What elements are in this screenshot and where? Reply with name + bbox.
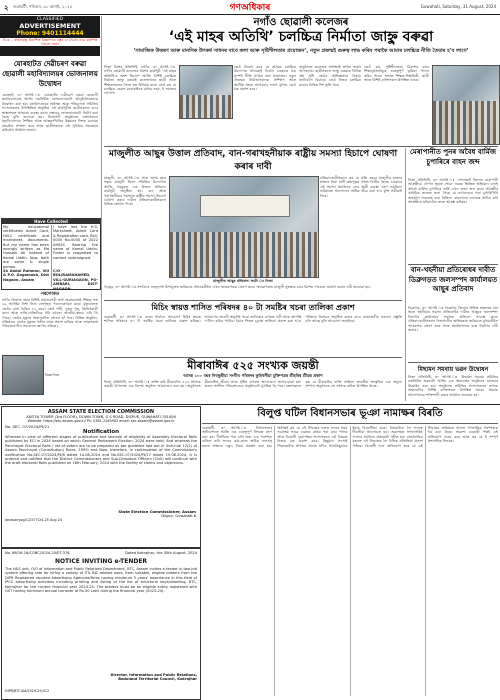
small-right-body: নিজা প্ৰতিনিধি, ৩০ আগষ্ট ঃ মিছামন সমবায় সমিতিৰ নৱনিৰ্মিত ভৱনটো আজি এক অনাড়ম্বৰ অনুষ্ঠানৰ মাজেৰে উদ্বোধন কৰা হয়। অনুষ্ঠানত সমিতিৰ সদস্যসকলৰ লগতে অঞ্চলটোৰ বিশিষ্ট ব্যক্তিসকল উপস্থিত থাকে। সমবায় আন্দোলনক শক্তিশালী কৰাৰ আহ্বান জনোৱা হয়।	[408, 375, 498, 397]
right-story1-rule	[408, 264, 498, 265]
election-address: ADITYA TOWER (3rd FLOOR), DOWN TOWN, G.S ROAD, DISPUR, GUWAHATI-781006	[26, 415, 176, 419]
bottom-story-headline: বিলুপ্ত ঘটিল বিধানসভাৰ ভূঞা নামাক্ষৰ বিৰতি	[257, 408, 443, 419]
tender-footer: DIPR/BTC/Ad/2024-25/412	[5, 689, 50, 693]
obituary-sign: বিজ্ঞাপনঃ	[45, 373, 60, 377]
jayanti-body: নিজা প্ৰতিনিধি, ৩০ আগষ্ট ঃ ভক্তি কবি মীৰাবাঈৰ ৫২৫ সংখ্যক জয়ন্তী উপলক্ষে এক বিশেষ অনুষ্ঠান আয়োজন কৰা হয়। অনুষ্ঠানত মীৰাবাঈৰ জীৱন আৰু সৃষ্টিৰ ওপৰত আলোচনা আগবঢ়োৱা হয়। ভজন সংগীত পৰিৱেশনেৰে অনুষ্ঠানটো মুখৰিত হৈ পৰে। বক্তাসকলে কয় যে মীৰাবাঈৰ ভক্তি সাহিত্য ভাৰতীয় সংস্কৃতিৰ এক অমূল্য সম্পদ। অনুষ্ঠানত বহু সংখ্যক ৰাইজ উপস্থিত থাকে।	[104, 380, 402, 389]
left-story-headline: যোৰহাটত দেৱীচৰণ বৰুৱা ছোৱালী মহাবিদ্যালয়ৰ ভোজনালয় উদ্বোধন	[2, 60, 98, 88]
lost-found-header: Have Collected	[2, 219, 100, 224]
lost-found-left-sign: Sk Abdul Rahman, Vill & P.O. Gogamukh, Dist Nagaon, Assam	[3, 269, 49, 282]
bottom-story-body: গুৱাহাটী, ৩০ আগষ্ট ঃ বিধানসভাৰ অধিবেশনত আজি এক গুৰুত্বপূৰ্ণ সিদ্ধান্ত গ্ৰহণ কৰা হয়। দীৰ্ঘদিনৰ পৰা চলি অহা এক পৰম্পৰা বাতিল কৰি সদনৰ কাম-কাজ অধিক ফলপ্ৰসূ কৰাৰ লক্ষ্যৰে নতুন নিয়ম প্ৰৱৰ্তন কৰা হয়। অধ্যক্ষই কয় যে এই সিদ্ধান্তৰ ফলত সদনৰ সময় সৰ্বোত্তম ভাৱে ব্যৱহাৰ কৰিব পৰা যাব। শাসক আৰু বিৰোধী দুয়োপক্ষৰ সদস্যসকলে এই বিষয়ত নিজৰ মত প্ৰকাশ কৰে। কিছুমান সদস্যই সিদ্ধান্তটোক স্বাগতম জনায় যদিও আনকিছুমানে ইয়াৰ বিৰোধিতা কৰে। বিষয়টোক লৈ সদনত দীঘলীয়া আলোচনা হয়। অৱশেষত সংখ্যাগৰিষ্ঠ সদস্যৰ সমৰ্থনত প্ৰস্তাৱটো গৃহীত হয়। ৰাজনৈতিক মহলত এই সিদ্ধান্তক লৈ বিভিন্ন প্ৰতিক্ৰিয়া প্ৰকাশ পাইছে। বিৰোধী দলে অভিযোগ কৰে যে এই সিদ্ধান্তৰ জৰিয়তে সদনত গণতান্ত্ৰিক পৰম্পৰাক খৰ্ব কৰা হৈছে। অৱশ্যে চৰকাৰী পক্ষই এই অভিযোগ নাকচ কৰে আৰু কয় যে ই সম্পূৰ্ণ প্ৰশাসনিক সিদ্ধান্ত।	[202, 426, 498, 448]
jayanti-subhead: আসন্ন ১০০ বছৰ নিবন্ধুৰীয়া সংগীত পৰিষদৰ কুৰিখনীয়া মুক্তিপত্ৰৰ শ্ৰীহৰিৰ শ্ৰীমন্ত প্ৰকাশ	[183, 373, 323, 378]
mid-story-headline: মাজুলীত আছুৰ উত্তাল প্ৰতিবাদ, বান-গৰাখহনীয়াক ৰাষ্ট্ৰীয় সমস্যা হিচাপে ঘোষণা কৰাৰ দাবী	[108, 149, 398, 172]
date-left: গুৱাহাটী, শনিবাৰ, ৩১ আগষ্ট, ২০২৪	[13, 4, 73, 9]
classified-phone: Phone: 9401114444	[16, 30, 84, 37]
lost-found-divider	[51, 225, 52, 287]
election-body: Whereas in view of different stages of publication and shedule of eligibility of Assembly Electoral Rolls published by ECI in 2024 based on which General Parliament Election, 2024 were held; And whereas the Panchayat Electoral Rolls / list of voters are to be prepared as per guideline laid out in Sub-rule 12(2) of Assam Panchayat (Constitution) Rules, 1995; and Now, therefore, in continuation of the Commission's notification No.SEC.07/2024/Pt/8 dated 14.08.2024 and No.SEC.07/2024/Pt/17 dated 19.08.2024, it is ordered and notified that the District Commissioners and Sub-Divisional Officers (Civil) will continue with the draft electoral Rolls published on 16th February, 2024 with the facility of claims and objections.	[5, 435, 197, 466]
election-ref: No. SEC. 07/2024/Pt/21	[5, 424, 50, 429]
top-story-col1: নিজা বিশেষ প্ৰতিনিধি, নগাঁও, ৩০ আগষ্ট ঃ নগাঁও ছোৱালী কলেজৰ বিশেষ কাৰ্যসূচী ‘এই মাহৰ অতিথি’ৰ অংশ হিচাপে আজি বিশিষ্ট চলচ্চিত্ৰ নিৰ্মাতা জাহ্নু বৰুৱাই কলেজখনৰ ছাত্ৰী আৰু শিক্ষকসকলৰ সৈতে মত বিনিময় কৰে। তেওঁ কয় যে চলচ্চিত্ৰ কেৱল মনোৰঞ্জনৰ মাধ্যম নহয়, ই সমাজৰ দাপোণ।	[104, 65, 176, 96]
mid-story-body-below: গড়মূৰ, ৩০ আগষ্ট ঃ সংগঠনৰ নেতৃবৃন্দই উপায়ুক্তৰ জৰিয়তে প্ৰধানমন্ত্ৰীলৈ এখন স্মাৰকপত্ৰও প্ৰেৰণ কৰে। স্মাৰকপত্ৰত মাজুলী সুৰক্ষাৰ বাবে বিশেষ পেকেজ ঘোষণা কৰাৰ দাবী জনোৱা হয়।	[104, 285, 371, 289]
election-footer: Janasanyog/C/2577/24-25 Aug 24	[5, 518, 62, 522]
mid-story-body-right: প্ৰতিবাদকাৰীসকলে কয় যে প্ৰতি বছৰে মাজুলীৰ হাজাৰ হাজাৰ বিঘা মাটি ব্ৰহ্মপুত্ৰৰ গৰ্ভত বিলীন হৈছে। চৰকাৰে এই সমস্যা সমাধানৰ বাবে স্থায়ী ব্যৱস্থা গ্ৰহণ নকৰিলে ভৱিষ্যতে আন্দোলন অধিক তীব্ৰ কৰা হ’ব বুলি সকীয়াই দিয়ে।	[320, 176, 402, 198]
top-story-headline: ‘এই মাহৰ অতিথি’ চলচ্চিত্ৰ নিৰ্মাতা জাহ্নু বৰুৱা	[168, 29, 434, 45]
mid-story-photo	[169, 176, 319, 278]
bottom-story-rule	[202, 423, 498, 424]
election-contact: Website: https://sec.assam.gov.in/ Ph: 0361-2265902 email: sec-assam@assam.gov.in	[27, 419, 175, 423]
center-story-body: গুৱাহাটী, ৩০ আগষ্ট ঃ ৰাজ্য নিৰ্বাচন আয়োগে মিচিং স্বায়ত্ত শাসিত পৰিষদৰ ৪০ টা সমষ্টিৰ খচৰা তালিকা প্ৰকাশ কৰিছে। আয়োগৰ জাননী অনুসৰি খচৰা তালিকাৰ ওপৰত দাবী আৰু আপত্তি দাখিল কৰিব পাৰিব। ইয়াৰ পিছত চূড়ান্ত তালিকা প্ৰকাশ কৰা হ’ব। পৰিষদৰ নিৰ্বাচন অনুষ্ঠিত কৰাৰ বাবে প্ৰয়োজনীয় সকলো প্ৰস্তুতি চলি আছে বুলি আয়োগে জনাইছে।	[104, 315, 402, 324]
top-story-photo	[179, 65, 233, 119]
tender-sign: Director, Information and Public Relations, Bodoland Territorial Council, Kokrajhar	[110, 673, 197, 682]
classified-box	[0, 16, 100, 56]
top-story-quote: ‘সামাজিক উত্তৰণ আৰু মানসিক উৎকৰ্ষ সাধনৰ বাবে কলা আৰু সৃষ্টিশীলতাৰ প্ৰয়োজন’, নতুন প্ৰজন্মই গুৰুত্ব লাভ কৰিব পৰাকৈ আমাৰ চলচ্চিত্ৰ নীতি তৈয়াৰ হ’ব লাগে’	[133, 48, 469, 54]
obituary-photo	[2, 355, 44, 395]
tender-dated: Dated Kokrajhar, the 30th August, 2024	[125, 551, 197, 555]
masthead	[0, 0, 500, 14]
top-story-kicker: নগাঁও ছোৱালী কলেজৰ	[253, 17, 349, 28]
election-title: Notification	[82, 429, 120, 435]
lost-found-right: I have lost the H.S. Marksheet, Admit Card & Registration card. Roll-0000 No-0000 of 2022 AHSEC. Bearing the name of Kamal Uddin, Finder is requested to contact undersigned.	[53, 225, 98, 260]
classified-notice: বি.দ্ৰ. - ৰুদ্ৰতত্ত্ব প্ৰকাশিত বিজ্ঞাপনৰ বস্তুৰ বা সেৱাৰ বাবে কৰ্তৃপক্ষ দায়বদ্ধ নহয়।	[0, 38, 100, 46]
mid-story-caption: মাজুলীত আছুৰ প্ৰতিবাদ। ফটো ঃ নিজা	[213, 279, 273, 283]
right-column-rule	[405, 148, 406, 401]
tender-body: The H&S unit, O/O of Information and Public Relations Department, BTC, Assam invites e-tender in two-bid system offering rate for hiring a variety of IT& BJC related work, from suitable, eligible bidders from the DIPR Registered reputed Advertising Agencies/firms having minimum 3 years' experience in this field of IPCC advertising activities including printing and listing of the list of structural boys/sheeting. BTC, Kokrajhar for the current financial year 2024-25. The bidders must be an eligible entity registered with GST having minimum annual turnover of Rs.50 Lakh during the financial year (2023-24).	[5, 567, 197, 594]
lost-found-right-sign: C/O BOLIRAMAHAMED, VILL-GURIAGAON, PO-AMBARI, DIST-NAGAON	[53, 269, 98, 291]
masthead-logo: গণঅধিকাৰ	[229, 3, 271, 13]
top-story-col2: তেওঁ উল্লেখ কৰে যে অসমৰ চলচ্চিত্ৰ উদ্যোগক আগুৱাই নিবলৈ চৰকাৰে এক সুস্পষ্ট নীতি প্ৰণয়ন কৰা প্ৰয়োজন। নতুন প্ৰজন্মৰ নিৰ্মাতাসকলক প্ৰশিক্ষণ আৰু আৰ্থিক সহায় আগবঢ়াব লাগে বুলিও তেওঁ মত প্ৰকাশ কৰে।	[234, 65, 296, 92]
jayanti-headline: মীৰাবাঈৰ ৫২৫ সংখ্যক জয়ন্তী	[187, 359, 319, 372]
election-sign: State Election Commissioner, Assam	[118, 509, 196, 514]
tender-title: NOTICE INVITING e-TENDER	[54, 558, 148, 565]
obituary-header: পৰলোকত	[40, 292, 60, 297]
classified-header: CLASSIFIED	[36, 17, 64, 22]
top-story-bottom-rule	[104, 146, 498, 147]
tender-ref: No. 66/16-16/COBC/2024-25/ET-376	[5, 551, 70, 555]
center-story-headline: মিচিং স্বায়ত্ত শাসিত পৰিষদৰ ৪০ টা সমষ্টিৰ খচৰা তালিকা প্ৰকাশ	[151, 303, 355, 312]
center-story-top-rule	[104, 300, 402, 301]
election-sign-sub: Dispur, Guwahati-6	[161, 514, 196, 518]
top-story-photo-right	[432, 65, 500, 145]
right-story2-headline: বান-খহনীয়া প্ৰতিৰোধৰ দাবীত ডিব্ৰুগড়ত জলসম্পদ কাৰ্যালয়ত আছুৰ প্ৰতিবাদ	[408, 266, 498, 293]
election-notice	[1, 406, 201, 548]
left-column-rule	[101, 16, 102, 402]
obituary-body: নগাঁও জিলাৰ ৰহাৰ বিশিষ্ট সমাজসেৱী তথা অৱসৰপ্ৰাপ্ত শিক্ষক গত ২৯ আগষ্টৰ নিশা নিজ বাসগৃহত পৰলোকগমন কৰে। মৃত্যুকালত তেওঁৰ বয়স হৈছিল ৮২ বছৰ। তেওঁ পত্নী, দুজন পুত্ৰ, তিনিগৰাকী কন্যা আৰু নাতি-নাতিনীকে ধৰি বহুতো আত্মীয়-স্বজন এৰি থৈ গৈছে। তেওঁৰ মৃত্যুত অঞ্চলটোত শোকৰ ছাঁ পৰে। বিভিন্ন অনুষ্ঠান-প্ৰতিষ্ঠানে তেওঁৰ মৃত্যুত গভীৰ শোক প্ৰকাশ কৰিছে আৰু শোকসন্তপ্ত পৰিয়ালবৰ্গলৈ সমবেদনা জ্ঞাপন কৰিছে।	[2, 298, 98, 329]
section-rule	[0, 404, 500, 405]
left-story-body: যোৰহাট, ৩০ আগষ্ট ঃ যোৰহাটৰ দেৱীচৰণ বৰুৱা ছোৱালী মহাবিদ্যালয়ত আজি নৱনিৰ্মিত ভোজনালয়টো আনুষ্ঠানিকভাৱে উদ্বোধন কৰা হয়। মহাবিদ্যালয়ৰ অধ্যক্ষা আৰু পৰিচালনা সমিতিৰ সদস্যসকলৰ উপস্থিতিত অনুষ্ঠিত এই কাৰ্যসূচীত ছাত্ৰীসকলৰ বাবে স্বাস্থ্যসন্মত আহাৰৰ ব্যৱস্থা কৰাৰ লক্ষ্যৰে ভোজনালয়টো নিৰ্মাণ কৰা হৈছে বুলি জনোৱা হয়। উদ্বোধনী অনুষ্ঠানত বক্তাসকলে মহাবিদ্যালয়ৰ শৈক্ষিক আৰু আন্তঃগাঁথনিৰ উন্নয়নৰ দিশত চলোৱা প্ৰচেষ্টাৰ প্ৰশংসা কৰে আৰু ছাত্ৰীসকলক এই সুবিধাৰ সদ্ব্যৱহাৰ কৰিবলৈ আহ্বান জনায়।	[2, 93, 98, 133]
mid-story-body-left: মাজুলী, ৩০ আগষ্ট ঃ সাৰা অসম ছাত্ৰ সন্থাৰ মাজুলী জিলা সমিতিৰ উদ্যোগত আজি গড়মূৰত এক উত্তাল প্ৰতিবাদ কাৰ্যসূচী অনুষ্ঠিত হয়। বান আৰু গৰাখহনীয়াৰ সমস্যাক ৰাষ্ট্ৰীয় সমস্যা হিচাপে ঘোষণা কৰাৰ দাবীত প্ৰতিবাদকাৰীসকলে বিভিন্ন শ্লোগান দিয়ে।	[104, 176, 166, 207]
right-story2-body: ডিব্ৰুগড়, ৩০ আগষ্ট ঃ ডিব্ৰুগড় জিলাৰ বিভিন্ন অঞ্চলত বান আৰু খহনীয়াৰ সমস্যা প্ৰতিৰোধৰ দাবীত আছুৰে জলসম্পদ বিভাগৰ কাৰ্যালয়ৰ সন্মুখত প্ৰতিবাদ সাব্যস্ত কৰে। প্ৰতিবাদকাৰীসকলে বিভাগটোৰ অভিযন্তাৰ জৰিয়তে মুখ্যমন্ত্ৰীলৈ স্মাৰকপত্ৰ প্ৰেৰণ কৰে আৰু অনতিপলমে বান্ধ নিৰ্মাণৰ দাবী জনায়।	[408, 306, 498, 333]
lost-found-left: My educational certificates Admit Card, HSLC certificate and marksheet, documents. But my name has been wrongly written as Md Hussain Ali instead of Kamal Uddin. Now, both are same & single person.	[3, 225, 49, 269]
small-right-headline: মিছামন সমবায় ভৱন উদ্বোধন	[417, 366, 489, 373]
top-story-col4: তেওঁ কয়, সৃষ্টিশীলতাৰ বিকাশৰ বাবে শিক্ষানুষ্ঠানসমূহে গুৰুত্বপূৰ্ণ ভূমিকা পালন কৰিব পাৰে। সভাত শিক্ষক-শিক্ষয়িত্ৰী, ছাত্ৰী আৰু বিশিষ্ট ব্যক্তিসকল উপস্থিত থাকে।	[364, 65, 429, 83]
lost-found-box	[1, 218, 101, 290]
date-right: Guwahati, Saturday, 31 August, 2024	[420, 4, 496, 9]
top-story-col3: অনুষ্ঠানত কলেজৰ অধ্যক্ষাই স্বাগত ভাষণ আগবঢ়ায়। ছাত্ৰীসকলে জাহ্নু বৰুৱাক বিভিন্ন প্ৰশ্ন সুধি তেওঁৰ অভিজ্ঞতাৰ বিষয়ে জানিবলৈ বিচাৰে। তেওঁ নিজৰ চলচ্চিত্ৰ যাত্ৰাৰ বিভিন্ন দিশ তুলি ধৰে।	[299, 65, 361, 87]
right-story1-headline: মেৰাপানীত পুনৰ অবৈধ বাৰ্মিজ চুপাৰিৰে বাহন জব্দ	[410, 148, 496, 166]
classified-title: ADVERTISEMENT	[19, 22, 81, 30]
right-story1-body: নিজা প্ৰতিনিধি, ৩০ আগষ্ট ঃ গোলাঘাট জিলাৰ মেৰাপানী আৰক্ষীয়ে গোপন সূত্ৰত পোৱা খবৰৰ ভিত্তিত অভিযান চলাই অবৈধ বাৰ্মিজ চুপাৰিৰে ভৰ্তি এখন বাহন জব্দ কৰে। আৰক্ষীৰ প্ৰাথমিক তদন্তত জনা গৈছে যে নগালেণ্ডৰ পৰা চুপাৰিখিনি অসমলৈ সৰবৰাহ কৰা হৈছিল। বাহনখনৰ চালকক আটক কৰি আৰক্ষীয়ে ঘটনাটোৰ তদন্ত আৰম্ভ কৰিছে।	[408, 178, 498, 205]
tender-notice	[1, 548, 201, 700]
election-org: ASSAM STATE ELECTION COMMISSION	[47, 409, 155, 415]
right-story2-rule	[408, 362, 498, 363]
page-number: ২	[4, 4, 9, 12]
